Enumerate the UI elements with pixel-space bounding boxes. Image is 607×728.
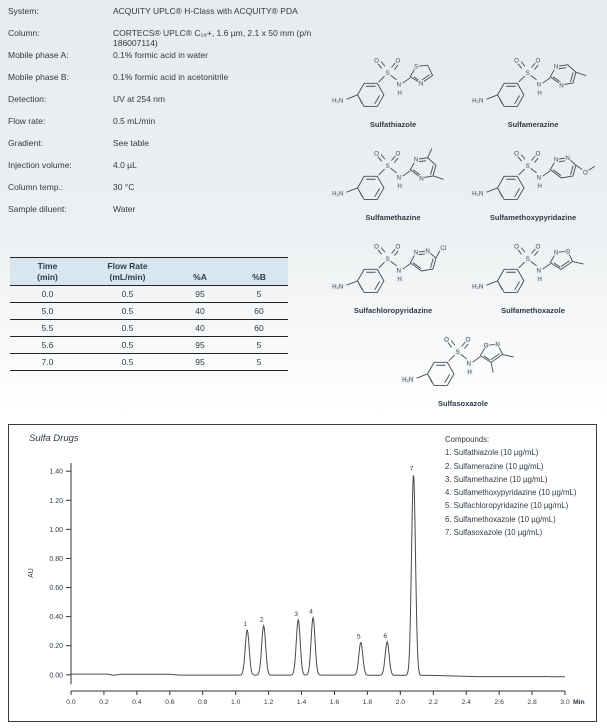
- param-value: CORTECS® UPLC® C₁₈+, 1.6 µm, 2.1 x 50 mm (p/n 186007114): [113, 28, 312, 48]
- param-value: 4.0 µL: [113, 160, 137, 170]
- table-cell: 95: [170, 337, 230, 354]
- table-cell: 60: [230, 303, 288, 320]
- chromatogram-chart: [19, 451, 589, 715]
- svg-text:0.00: 0.00: [49, 672, 63, 680]
- svg-text:0.4: 0.4: [132, 699, 142, 706]
- structure-sulfamethazine: [323, 145, 463, 238]
- gradient-table: [10, 257, 288, 371]
- svg-text:Min: Min: [573, 699, 585, 706]
- svg-text:N: N: [553, 249, 559, 257]
- table-cell: 5.5: [10, 320, 85, 337]
- svg-text:N: N: [553, 63, 559, 71]
- svg-text:0.60: 0.60: [49, 585, 63, 593]
- table-header-cell: %A: [170, 258, 230, 286]
- table-header-cell: Flow Rate (mL/min): [85, 258, 170, 286]
- structure-sulfamethoxypyridazine: [463, 145, 603, 238]
- param-row: [8, 6, 338, 28]
- param-row: [8, 160, 338, 182]
- param-row: [8, 116, 338, 138]
- svg-text:0.80: 0.80: [49, 555, 63, 563]
- svg-text:6: 6: [383, 632, 387, 640]
- svg-text:7: 7: [409, 465, 414, 473]
- param-value: 0.1% formic acid in acetonitrile: [113, 72, 229, 82]
- compound-item: 1. Sulfathiazole (10 µg/mL): [445, 448, 539, 458]
- svg-text:N: N: [419, 175, 424, 183]
- svg-text:S: S: [414, 63, 419, 71]
- param-label: Mobile phase A:: [8, 50, 69, 60]
- method-parameters-list: [8, 6, 338, 226]
- param-label: Detection:: [8, 94, 47, 104]
- table-cell: 5.6: [10, 337, 85, 354]
- param-label: Column temp.:: [8, 182, 64, 192]
- structure-sulfachloropyridazine: [323, 238, 463, 331]
- svg-text:O: O: [565, 248, 571, 256]
- structure-sulfamethoxazole: [463, 238, 603, 331]
- compounds-heading: Compounds:: [445, 435, 490, 444]
- table-cell: 5: [230, 354, 288, 371]
- gradient-table-header-row: [10, 258, 288, 286]
- svg-text:5: 5: [357, 633, 361, 641]
- sulfathiazole-structure-icon: [327, 52, 459, 118]
- param-row: [8, 94, 338, 116]
- table-row: [10, 286, 288, 303]
- param-row: [8, 72, 338, 94]
- structure-label: Sulfamethazine: [365, 213, 421, 222]
- svg-text:4: 4: [309, 608, 313, 616]
- table-cell: 60: [230, 320, 288, 337]
- svg-text:0.0: 0.0: [66, 699, 76, 706]
- sulfachloropyridazine-structure-icon: [327, 238, 459, 304]
- svg-text:1.2: 1.2: [263, 699, 274, 706]
- svg-text:3: 3: [294, 610, 299, 618]
- svg-text:O: O: [483, 342, 489, 350]
- sulfamerazine-structure-icon: [467, 52, 599, 118]
- structures-grid: [323, 52, 603, 424]
- table-cell: 40: [170, 320, 230, 337]
- table-cell: 0.0: [10, 286, 85, 303]
- table-cell: 40: [170, 303, 230, 320]
- table-cell: 0.5: [85, 337, 170, 354]
- table-cell: 5: [230, 286, 288, 303]
- param-value: 0.5 mL/min: [113, 116, 156, 126]
- svg-text:3.0: 3.0: [560, 699, 570, 706]
- param-value: 0.1% formic acid in water: [113, 50, 208, 60]
- compound-item: 2. Sulfamerazine (10 µg/mL): [445, 461, 544, 471]
- param-label: System:: [8, 6, 39, 16]
- svg-text:2.0: 2.0: [395, 699, 406, 706]
- chart-title: Sulfa Drugs: [29, 433, 79, 444]
- svg-text:2.8: 2.8: [527, 699, 537, 706]
- svg-text:Cl: Cl: [440, 244, 447, 252]
- sulfamethoxazole-structure-icon: [467, 238, 599, 304]
- svg-text:2.4: 2.4: [461, 699, 471, 706]
- compound-item: 6. Sulfamethoxazole (10 µg/mL): [445, 514, 556, 524]
- param-label: Sample diluent:: [8, 204, 67, 214]
- table-cell: 0.5: [85, 286, 170, 303]
- svg-text:N: N: [495, 341, 500, 349]
- param-value: 30 °C: [113, 182, 135, 192]
- svg-text:N: N: [565, 155, 570, 163]
- table-cell: 5.0: [10, 303, 85, 320]
- sulfamethazine-structure-icon: [327, 145, 459, 211]
- structure-label: Sulfamethoxazole: [501, 306, 565, 315]
- table-cell: 7.0: [10, 354, 85, 371]
- table-cell: 0.5: [85, 354, 170, 371]
- param-label: Injection volume:: [8, 160, 72, 170]
- structure-sulfathiazole: [323, 52, 463, 145]
- svg-text:1.4: 1.4: [296, 699, 307, 706]
- structure-label: Sulfathiazole: [369, 120, 417, 129]
- svg-text:0.8: 0.8: [198, 699, 208, 706]
- param-value: UV at 254 nm: [113, 94, 165, 104]
- svg-text:2.6: 2.6: [494, 699, 504, 706]
- svg-text:1.0: 1.0: [230, 699, 241, 706]
- param-label: Column:: [8, 28, 40, 38]
- param-row: [8, 50, 338, 72]
- svg-text:0.20: 0.20: [49, 643, 63, 651]
- svg-text:1.20: 1.20: [49, 497, 63, 505]
- sulfasoxazole-structure-icon: [397, 331, 529, 397]
- param-row: [8, 204, 338, 226]
- compound-item: 7. Sulfasoxazole (10 µg/mL): [445, 527, 543, 537]
- table-cell: 0.5: [85, 320, 170, 337]
- param-row: [8, 182, 338, 204]
- structure-sulfasoxazole: [393, 331, 533, 424]
- table-row: [10, 303, 288, 320]
- sulfamethoxypyridazine-structure-icon: [467, 145, 599, 211]
- structure-label: Sulfamerazine: [507, 120, 559, 129]
- svg-text:1.40: 1.40: [49, 468, 63, 476]
- structure-label: Sulfasoxazole: [437, 399, 489, 408]
- svg-text:N: N: [413, 156, 419, 164]
- svg-text:1.8: 1.8: [362, 699, 373, 706]
- table-header-cell: Time (min): [10, 258, 85, 286]
- param-label: Flow rate:: [8, 116, 46, 126]
- param-value: ACQUITY UPLC® H-Class with ACQUITY® PDA: [113, 6, 298, 16]
- param-row: [8, 138, 338, 160]
- table-cell: 95: [170, 286, 230, 303]
- svg-text:N: N: [418, 80, 424, 88]
- svg-text:1.6: 1.6: [329, 699, 340, 706]
- table-cell: 95: [170, 354, 230, 371]
- svg-text:0.40: 0.40: [49, 614, 63, 622]
- compound-item: 4. Sulfamethoxypyridazine (10 µg/mL): [445, 488, 577, 497]
- svg-text:N: N: [413, 249, 419, 257]
- svg-text:N: N: [425, 248, 430, 256]
- table-row: [10, 320, 288, 337]
- structure-label: Sulfamethoxypyridazine: [489, 213, 577, 222]
- table-header-cell: %B: [230, 258, 288, 286]
- structure-label: Sulfachloropyridazine: [353, 306, 433, 315]
- table-cell: 5: [230, 337, 288, 354]
- svg-text:N: N: [559, 82, 564, 90]
- compound-item: 3. Sulfamethazine (10 µg/mL): [445, 474, 548, 484]
- table-row: [10, 337, 288, 354]
- svg-text:2: 2: [259, 616, 264, 624]
- chromatogram-panel: [8, 424, 597, 722]
- table-cell: 0.5: [85, 303, 170, 320]
- svg-text:O: O: [582, 169, 588, 177]
- param-row: [8, 28, 338, 50]
- param-value: Water: [113, 204, 136, 214]
- svg-text:AU: AU: [28, 568, 35, 578]
- svg-text:1.00: 1.00: [49, 526, 63, 534]
- table-row: [10, 354, 288, 371]
- compound-item: 5. Sulfachloropyridazine (10 µg/mL): [445, 501, 569, 511]
- svg-text:0.2: 0.2: [99, 699, 109, 706]
- svg-text:N: N: [553, 156, 559, 164]
- svg-text:1: 1: [243, 621, 248, 629]
- param-label: Mobile phase B:: [8, 72, 69, 82]
- svg-text:2.2: 2.2: [428, 699, 438, 706]
- param-value: See table: [113, 138, 149, 148]
- svg-text:0.6: 0.6: [165, 699, 175, 706]
- structure-sulfamerazine: [463, 52, 603, 145]
- param-label: Gradient:: [8, 138, 43, 148]
